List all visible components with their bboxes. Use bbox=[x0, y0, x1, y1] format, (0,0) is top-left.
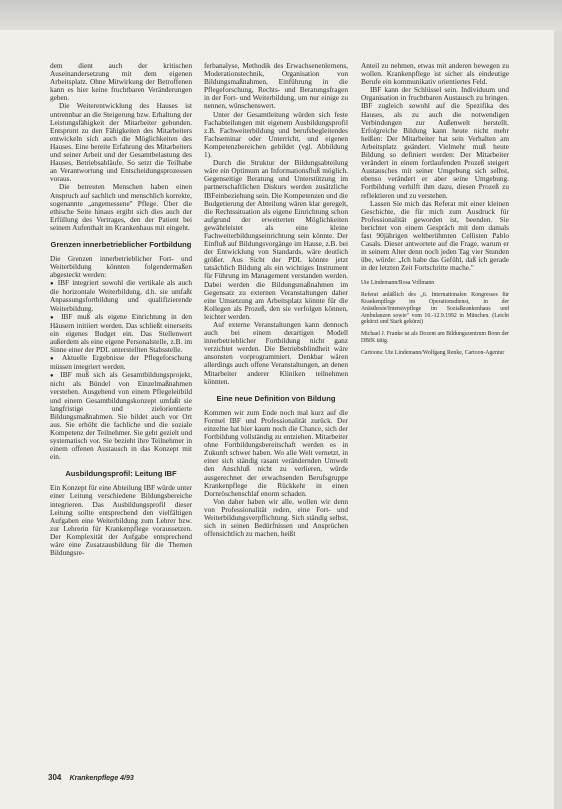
journal-name: Krankenpflege 4/93 bbox=[69, 775, 134, 782]
paragraph: Anteil zu nehmen, etwas mit anderen bewegen zu wollen. Krankenpflege ist sicher als eindeutige Berufe ein kommunikativ orientiertes Feld. bbox=[361, 61, 509, 87]
paragraph: Unter der Gesamtleitung würden sich feste Fachabteilungen mit eigenem Ausbildungsprofil z.B. Fachweiterbildung und berufsbegleitendes Fachseminar oder Unterricht, und eigenen Kompetenzbereichen gebildet (vgl. Abbildung 1). bbox=[204, 109, 348, 160]
bullet-item: ● IBF muß als eigene Einrichtung in den Häusern initiiert werden. Das schließt einerseits ein eigenes Budget ein. Das Stellenwert außerdem als eine eigene Personalstelle, z.B. im Sinne einer der PDL unterstellten Stabsstelle. bbox=[50, 313, 192, 354]
paragraph: dem dient auch der kritischen Auseinandersetzung mit dem eigenen Arbeitsplatz. Ohne Mitwirkung der Betroffenen kann es hier keine fruchtbaren Veränderungen geben. bbox=[50, 61, 192, 103]
footnote: Michael J. Franke ist als Dozent am Bildungszentrum Bonn der DBfK tätig. bbox=[361, 331, 509, 345]
section-heading: Eine neue Definition von Bildung bbox=[216, 393, 336, 403]
paragraph: Die betreuten Menschen haben einen Anspruch auf sachlich und menschlich korrekte, sogenannte „angemessene" Pflege. Über die ethische Seite hinaus ergibt sich dies auch der Erfüllung des Vertrages, den der Patient bei seinem Aufenthalt im Krankenhaus mit eingeht. bbox=[50, 182, 192, 232]
author-line: Ute Lindemann/Rosa Vollmann bbox=[361, 280, 435, 287]
paragraph: Die Grenzen innerbetrieblicher Fort- und Weiterbildung könnten folgendermaßen abgesteckt werden: bbox=[50, 253, 192, 280]
column-2 bbox=[204, 62, 348, 538]
top-band bbox=[0, 0, 562, 30]
footnote: Cartoons: Ute Lindemann/Wolfgang Renke, Cartoon-Agentur bbox=[361, 349, 505, 356]
paragraph: Ein Konzept für eine Abteilung IBF würde unter einer Leitung verschiedene Bildungsbereiche integrieren. Das Ausbildungsprofil dieser Leitung sollte entsprechend den vielfältigen Aufgaben eine Weiterbildung zum Lehrer bzw. zur Lehrerin für Krankenpflege voraussetzen. Der Komplexität der Aufgabe entsprechend wäre eine Zusatzausbildung für die Themen Bildungsre- bbox=[50, 483, 192, 558]
paragraph: Lassen Sie mich das Referat mit einer kleinen Geschichte, die für mich zum Ausdruck für Professionalität geworden ist, beenden. Sie berichtet von einem Gespräch mit dem damals fast 90jährigen weltberühmten Cellisten Pablo Casals. Dieser antwortete auf die Frage, warum er in seinem Alter denn noch jeden Tag vier Stunden übe, würde: „Ich habe das Gefühl, daß ich gerade in der letzten Zeit Fortschritte mache." bbox=[361, 198, 509, 273]
column-1 bbox=[50, 62, 192, 557]
paragraph: Die Weiterentwicklung des Hauses ist untrennbar an die Steigerung bzw. Erhaltung der Leistungsfähigkeit der Mitarbeiter gebunden. Entsprunt zu den Fähigkeiten des Mitarbeiters entwickeln sich auch die Möglichkeiten des Hauses. Eine bereite Erfahrung des Mitarbeiters und seiner Arbeit und der Gesamtbelastung des Hauses, Betriebsabläufe. So setzt die Teilhabe an Verantwortung und Entscheidungsprozessen voraus. bbox=[50, 101, 192, 184]
column-3 bbox=[361, 62, 509, 357]
paragraph: Von daher haben wir alle, wollen wir denn von Professionalität reden, eine Fort- und Weiterbildungsverpflichtung. Sich ständig selbst, sich in seinen Bedürfnissen und Ansprüchen offensichtlich zu machen, heißt bbox=[204, 496, 348, 539]
section-heading: Ausbildungsprofil: Leitung IBF bbox=[65, 469, 177, 479]
page-footer bbox=[48, 773, 134, 782]
bullet-item: ● IBF integriert sowohl die vertikale als auch die horizontale Weiterbildung, d.h. sie umfaßt Anpassungsfortbildung und qualifizierende Weiterbildung. bbox=[50, 279, 192, 312]
paragraph: Kommen wir zum Ende noch mal kurz auf die Formel IBF und Professionalität zurück. Der einzelne hat hier kaum noch die Chance, sich der Fortbildung vollständig zu entziehen. Mitarbeiter ohne Fortbildungsbereitschaft werden es in Zukunft schwer haben. Wo alle Welt vernetzt, in einer sich ständig rasant verändernden Umwelt den Anschluß nicht zu verlieren, würde ausgerechnet der erwachsenden Berufsgruppe Krankenpflege die Rückkehr in einen Dornröschenschlaf enorm schaden. bbox=[204, 407, 348, 498]
footnote: Referat anläßlich des „6. Internationalen Kongresses für Krankenpflege im Operationsdienst, in der Anästhesie/Intensivpflege im Sozialkrankenhaus und Ambulanzen sowie" vom 10.-12.9.1992 in München. (Leicht gekürzt und Stark gekürzt) bbox=[361, 292, 509, 326]
paragraph: Auf externe Veranstaltungen kann dennoch auch bei einem derartigen Modell innerbetrieblicher Fortbildung nicht ganz verzichtet werden. Die Betriebsblindheit wäre ansonsten vorprogrammiert. Denkbar wären allerdings auch offene Veranstaltungen, an denen Mitarbeiter anderer Kliniken teilnehmen könnten. bbox=[204, 320, 348, 386]
paragraph: Durch die Struktur der Bildungsabteilung wäre ein Optimum an Informationsfluß möglich. Gegenseitige Beratung und Unterstützung im partnerschaftlichen Diskurs werden zusätzliche IBFeinbeziehung sein. Die Kompetenzen und die Budgetierung der Abteilung wären klar geregelt, die Rechtssituation als eigene Einrichtung schon aufgrund der erweiterten Möglichkeiten gewährleistet als eine kleine Fachweiterbildungseinrichtung sein könnte. Der Einfluß auf Bildungsvorgänge im Hause, z.B. bei der Entwicklung von Standards, wäre deutlich größer. Aus Sicht der PDL könnte jetzt tatsächlich Bildung als ein wichtiges Instrument für Führung im Management verstanden werden. Dabei werden die Bildungsmaßnahmen im Gegensatz zu externen Veranstaltungen daher eine Umsetzung am Arbeitsplatz könnte für die Kollegen als Prozeß, den sie verfolgen können, leichter werden. bbox=[204, 158, 348, 321]
paragraph: IBF kann der Schlüssel sein. Individuum und Organisation in fruchtbaren Austausch zu bringen. IBF zugleich sowohl auf die Spezifika des Hauses, als zu auch die notwendigen Verbindungen zur Außenwelt herstellt. Erfolgreiche Bildung kann heute nicht mehr heißen: Der Mitarbeiter hat sein Verhalten am Arbeitsplatz geändert. Vielmehr muß heute Bildung so definiert werden: Der Mitarbeiter verändert in einem fortlaufenden Prozeß steigert Austausches mit seiner Umgebung sich selbst, ebenso verändert er aber seine Umgebung. Fortbildung verhilft ihm dazu, diesen Prozeß zu reflektieren und zu verstehen. bbox=[361, 85, 509, 200]
bullet-item: ● IBF muß sich als Gesamtbildungsprojekt, nicht als Bündel von Einzelmaßnahmen verstehen. Ausgehend von einem Pflegeleitbild und einem Gesamtbildungskonzept umfaßt sie langfristige und zielorientierte Bildungsmaßnahmen. Sie bildet auch vor Ort aus. Sie erhöht die fachliche und die soziale Kompetenz der Teilnehmer. Sie geht gezielt und systematisch vor. Sie bezieht ihre Teilnehmer in einem offenen Austausch in das Konzept mit ein. bbox=[50, 371, 192, 461]
page-number: 304 bbox=[48, 773, 62, 782]
page-edge bbox=[554, 30, 562, 809]
paragraph: ferbanalyse, Methodik des Erwachsenenlernens, Moderationstechnik, Organisation von Bildungsmaßnahmen, Einführung in die Pflegeforschung, Rechts- und Beratungsfragen in der Fort- und Weiterbildung, um nur einige zu nennen, wünschenswert. bbox=[204, 61, 348, 111]
bullet-item: ● Aktuelle Ergebnisse der Pflegeforschung müssen integriert werden. bbox=[50, 354, 192, 371]
section-heading: Grenzen innerbetrieblicher Fortbildung bbox=[50, 239, 192, 249]
